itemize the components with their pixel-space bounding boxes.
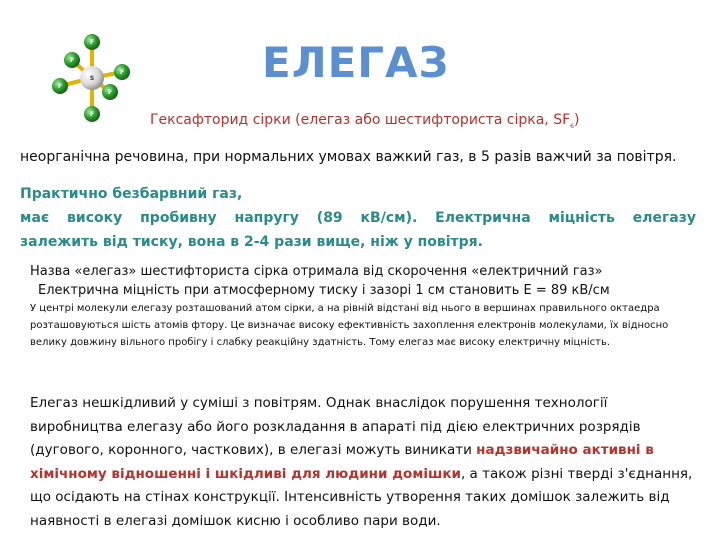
- details-block: [30, 264, 700, 351]
- sf6-molecule-illustration: [34, 28, 138, 128]
- highlight-line-2: має високу пробивну напругу (89 кВ/см). Електрична міцність елегазу: [20, 210, 696, 226]
- strength-text: Електрична міцність при атмосферному тиску і зазорі 1 см становить Е = 89 кВ/см: [38, 283, 610, 298]
- highlight-line-1: Практично безбарвний газ,: [20, 186, 243, 202]
- fluorine-label: F: [69, 57, 75, 64]
- fluorine-label: F: [89, 111, 95, 118]
- subtitle-text: Гексафторид сірки (елегаз або шестифториста сірка, SF: [150, 112, 571, 128]
- fluorine-label: F: [57, 83, 63, 90]
- subtitle-close: ): [573, 112, 580, 128]
- sulfur-label: S: [89, 75, 95, 82]
- subtitle-subscript: 6: [570, 122, 574, 130]
- safety-paragraph: [30, 392, 702, 533]
- fluorine-label: F: [119, 69, 125, 76]
- highlight-line-3: залежить від тиску, вона в 2-4 рази вище, ніж у повітря.: [20, 234, 483, 250]
- page-title: ЕЛЕГАЗ: [262, 38, 450, 87]
- fluorine-label: F: [89, 39, 95, 46]
- fluorine-label: F: [107, 89, 113, 96]
- intro-paragraph: неорганічна речовина, при нормальних умовах важкий газ, в 5 разів важчий за повітря.: [20, 149, 677, 165]
- highlight-block: [20, 182, 696, 254]
- safety-text-after: , а також різні тверді з'єднання, що осідають на стінах конструкції. Інтенсивність утворення таких домішок залежить від наявності в елегазі домішок кисню і особливо пари води.: [30, 465, 693, 529]
- safety-highlight: надзвичайно активні в хімічному відношенні і шкідливі для людини домішки: [30, 442, 654, 482]
- safety-text-before: Елегаз нешкідливий у суміші з повітрям. Однак внаслідок порушення технології виробництва елегазу або його розкладання в апараті під дією електричних розрядів (дугового, коронного, часткових), в елегазі можуть виникати: [30, 395, 641, 458]
- name-origin-text: Назва «елегаз» шестифториста сірка отримала від скорочення «електричний газ»: [30, 264, 603, 279]
- subtitle: [150, 112, 579, 130]
- structure-text: У центрі молекули елегазу розташований атом сірки, а на рівній відстані від нього в вершинах правильного октаедра розташовуються шість атомів фтору. Це визначає високу ефективність захоплення електронів молекулами, їх відносно велику довжину вільного пробігу і слабку реакційну здатність. Тому елегаз має високу електричну міцність.: [30, 303, 669, 348]
